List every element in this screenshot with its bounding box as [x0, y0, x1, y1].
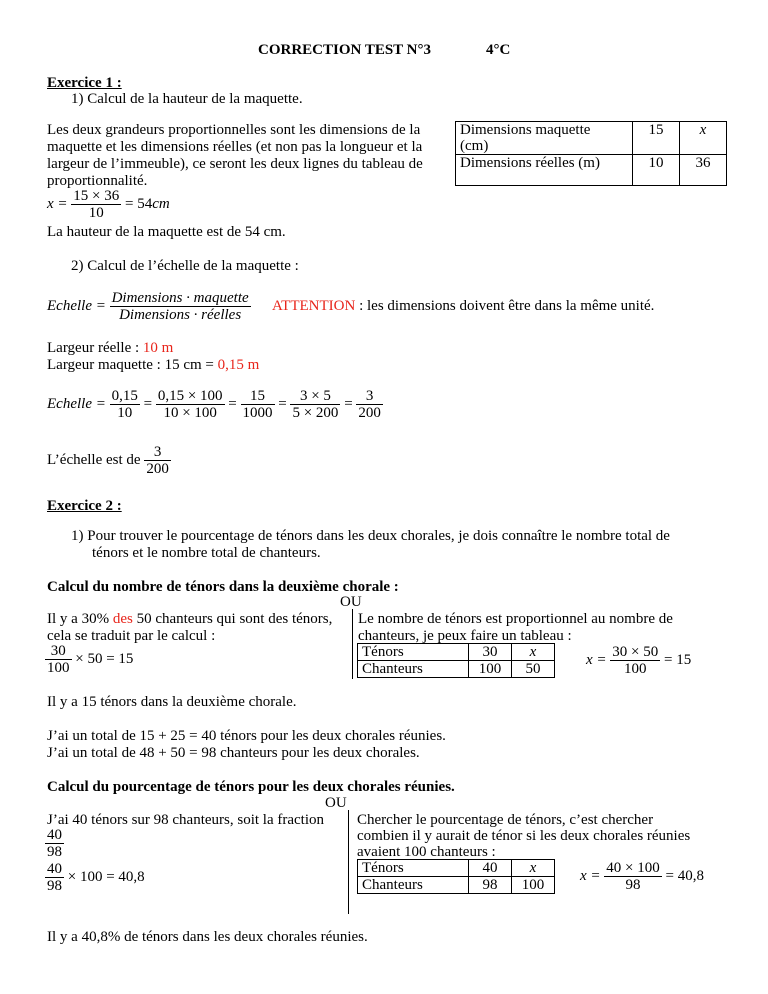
- table-cell: x: [512, 860, 555, 877]
- divider: [348, 810, 349, 914]
- formula-echelle: [47, 290, 251, 323]
- formula-lhs: Echelle =: [47, 395, 106, 412]
- table-row: [358, 644, 555, 661]
- result-percentage: Il y a 40,8% de ténors dans les deux chorales réunies.: [47, 929, 368, 945]
- fraction: $\frac{0,15 \times 100}{10 \times 100}$: [157, 388, 223, 421]
- table-cell: Chanteurs: [358, 877, 469, 894]
- left-2-formula: $\frac{40}{98}$ × 100 = 40,8: [47, 861, 145, 894]
- ou-label: OU: [325, 795, 347, 811]
- proportionality-table-2: [357, 643, 555, 678]
- table-cell: 100: [469, 661, 512, 678]
- table-row: [358, 877, 555, 894]
- attention-note: [272, 298, 654, 315]
- total-tenors: J’ai un total de 15 + 25 = 40 ténors pour les deux chorales réunies.: [47, 728, 446, 744]
- result-label: L’échelle est de: [47, 451, 141, 468]
- result-echelle: [47, 444, 171, 477]
- paragraph-line: maquette et les dimensions réelles (et non pas la longueur et la: [47, 139, 423, 155]
- table-cell: 10: [633, 155, 680, 186]
- table-cell: Dimensions réelles (m): [456, 155, 633, 186]
- table-cell: 30: [469, 644, 512, 661]
- table-cell: Ténors: [358, 644, 469, 661]
- class-label: 4°C: [486, 42, 511, 58]
- fraction: $\frac{0,15}{10}$: [111, 388, 138, 421]
- fraction: $\frac{15}{1000}$: [242, 388, 273, 421]
- right-2-line3: avaient 100 chanteurs :: [357, 844, 496, 860]
- attention-word: ATTENTION: [272, 298, 356, 314]
- right-1-line1: Le nombre de ténors est proportionnel au nombre de: [358, 611, 673, 627]
- left-2-line1: J’ai 40 ténors sur 98 chanteurs, soit la fraction: [47, 812, 325, 828]
- right-1-line2: chanteurs, je peux faire un tableau :: [358, 628, 572, 644]
- ex1-question-1: 1) Calcul de la hauteur de la maquette.: [71, 91, 303, 107]
- formula-unit: cm: [152, 195, 170, 212]
- table-cell: 36: [680, 155, 727, 186]
- left-1-line1: Il y a 30% des 50 chanteurs qui sont des ténors,: [47, 611, 333, 627]
- exercise-1-heading: Exercice 1 :: [47, 75, 122, 91]
- left-2-fraction: [47, 827, 64, 860]
- right-2-line1: Chercher le pourcentage de ténors, c’est chercher: [357, 812, 654, 828]
- table-row: [358, 860, 555, 877]
- table-row: [358, 661, 555, 678]
- right-1-formula: x = $\frac{30 \times 50}{100}$ = 15: [586, 644, 692, 677]
- fraction: $\frac{40}{98}$: [47, 861, 62, 894]
- table-cell: 100: [512, 877, 555, 894]
- proportionality-table-3: [357, 859, 555, 894]
- ex1-question-2: 2) Calcul de l’échelle de la maquette :: [71, 258, 299, 274]
- formula-height: [47, 188, 170, 221]
- fraction: $\frac{3}{200}$: [146, 444, 169, 477]
- formula-echelle-calc: Echelle = $\frac{0,15}{10}$ = $\frac{0,15 \times 100}{10 \times 100}$ = $\frac{15}{1000}$ = $\frac{3 \times 5}{5 \times 200}$ = $\frac{3}{200}$: [47, 388, 381, 421]
- ex1-paragraph: [47, 122, 457, 190]
- table-row: [456, 122, 727, 155]
- paragraph-line: largeur de l’immeuble), ce seront les deux lignes du tableau de: [47, 156, 423, 172]
- right-2-formula: x = $\frac{40 \times 100}{98}$ = 40,8: [580, 860, 704, 893]
- paragraph-line: Les deux grandeurs proportionnelles sont les dimensions de la: [47, 122, 421, 138]
- formula-lhs: x =: [47, 195, 68, 212]
- table-cell: 98: [469, 877, 512, 894]
- left-1-line2: cela se traduit par le calcul :: [47, 628, 216, 644]
- ex2-question-1-line1: 1) Pour trouver le pourcentage de ténors dans les deux chorales, je dois connaître le nombre total de: [71, 528, 670, 544]
- largeur-reelle: Largeur réelle : 10 m: [47, 340, 174, 356]
- table-cell: Ténors: [358, 860, 469, 877]
- subheading-percentage: Calcul du pourcentage de ténors pour les deux chorales réunies.: [47, 779, 455, 795]
- fraction: $\frac{3}{200}$: [358, 388, 381, 421]
- divider: [352, 609, 353, 679]
- table-cell: Chanteurs: [358, 661, 469, 678]
- ex2-question-1-line2: ténors et le nombre total de chanteurs.: [92, 545, 321, 561]
- fraction: $\frac{40}{98}$: [47, 827, 62, 860]
- exercise-2-heading: Exercice 2 :: [47, 498, 122, 514]
- proportionality-table-1: [455, 121, 727, 186]
- paragraph-line: proportionnalité.: [47, 173, 148, 189]
- left-1-formula: $\frac{30}{100}$ × 50 = 15: [47, 643, 134, 676]
- fraction: $\frac{30 \times 50}{100}$: [612, 644, 659, 677]
- fraction: $\frac{\text{Dimensions · maquette}}{\text{Dimensions · réelles}}$: [111, 290, 249, 323]
- attention-text: : les dimensions doivent être dans la même unité.: [355, 298, 655, 314]
- fraction: $\frac{40 \times 100}{98}$: [606, 860, 660, 893]
- result-tenors-2: Il y a 15 ténors dans la deuxième chorale.: [47, 694, 297, 710]
- table-cell: x: [512, 644, 555, 661]
- right-2-line2: combien il y aurait de ténor si les deux chorales réunies: [357, 828, 691, 844]
- page-title: CORRECTION TEST N°3: [258, 42, 431, 58]
- largeur-maquette: Largeur maquette : 15 cm = 0,15 m: [47, 357, 260, 373]
- table-cell: x: [680, 122, 727, 155]
- ou-label: OU: [340, 594, 362, 610]
- fraction: $\frac{15 \times 36}{10}$: [73, 188, 120, 221]
- table-cell: Dimensions maquette (cm): [456, 122, 633, 155]
- table-cell: 40: [469, 860, 512, 877]
- table-cell: 15: [633, 122, 680, 155]
- table-row: [456, 155, 727, 186]
- formula-rhs: = 54: [125, 195, 153, 212]
- result-height: La hauteur de la maquette est de 54 cm.: [47, 224, 286, 240]
- fraction: $\frac{3 \times 5}{5 \times 200}$: [292, 388, 339, 421]
- fraction: $\frac{30}{100}$: [47, 643, 70, 676]
- total-chanteurs: J’ai un total de 48 + 50 = 98 chanteurs pour les deux chorales.: [47, 745, 420, 761]
- subheading-tenors-2: Calcul du nombre de ténors dans la deuxième chorale :: [47, 579, 399, 595]
- table-cell: 50: [512, 661, 555, 678]
- formula-lhs: Echelle =: [47, 297, 106, 314]
